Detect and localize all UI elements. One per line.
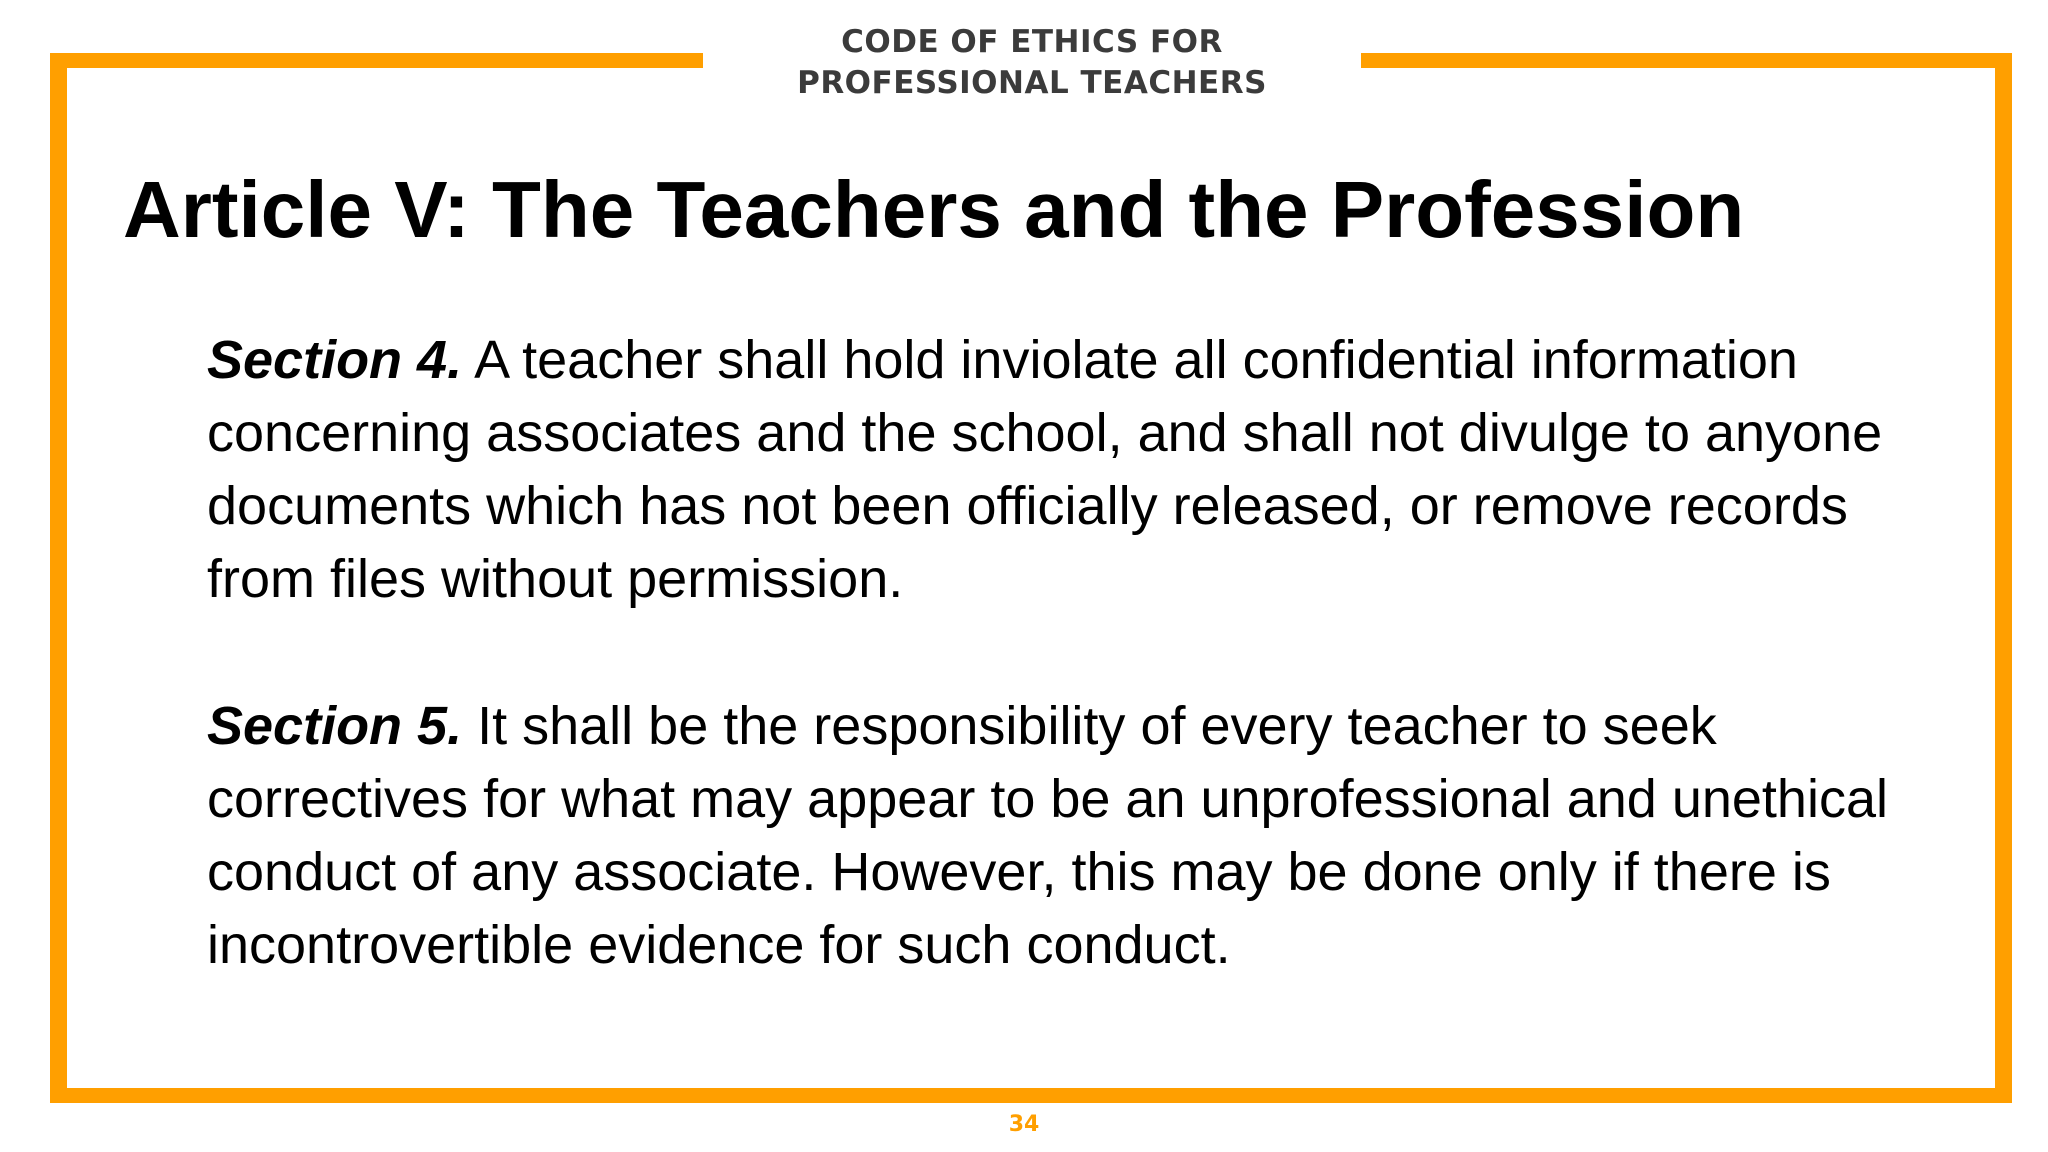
- section-5-label: Section 5.: [207, 696, 463, 756]
- article-title: Article V: The Teachers and the Profession: [123, 165, 1745, 254]
- section-5-text: It shall be the responsibility of every teacher to seek correctives for what may appear to be an unprofessional and unethical conduct of any associate. However, this may be done only if there is incontrovertible evidence for such conduct.: [207, 696, 1888, 975]
- slide-header-title: [703, 22, 1361, 104]
- section-5-paragraph: [207, 690, 1967, 982]
- section-4-text: A teacher shall hold inviolate all confidential information concerning associates and the school, and shall not divulge to anyone documents which has not been officially released, or remove records from files without permission.: [207, 330, 1883, 609]
- header-title-line-1: CODE OF ETHICS FOR: [841, 24, 1223, 60]
- header-title-line-2: PROFESSIONAL TEACHERS: [797, 65, 1267, 101]
- frame-border-bottom: [50, 1088, 2012, 1103]
- frame-border-top-left: [50, 53, 703, 68]
- frame-border-top-right: [1361, 53, 2012, 68]
- frame-border-left: [50, 53, 67, 1103]
- frame-border-right: [1995, 53, 2012, 1103]
- section-4-paragraph: [207, 324, 1967, 616]
- section-4-label: Section 4.: [207, 330, 463, 390]
- page-number: 34: [1008, 1112, 1040, 1137]
